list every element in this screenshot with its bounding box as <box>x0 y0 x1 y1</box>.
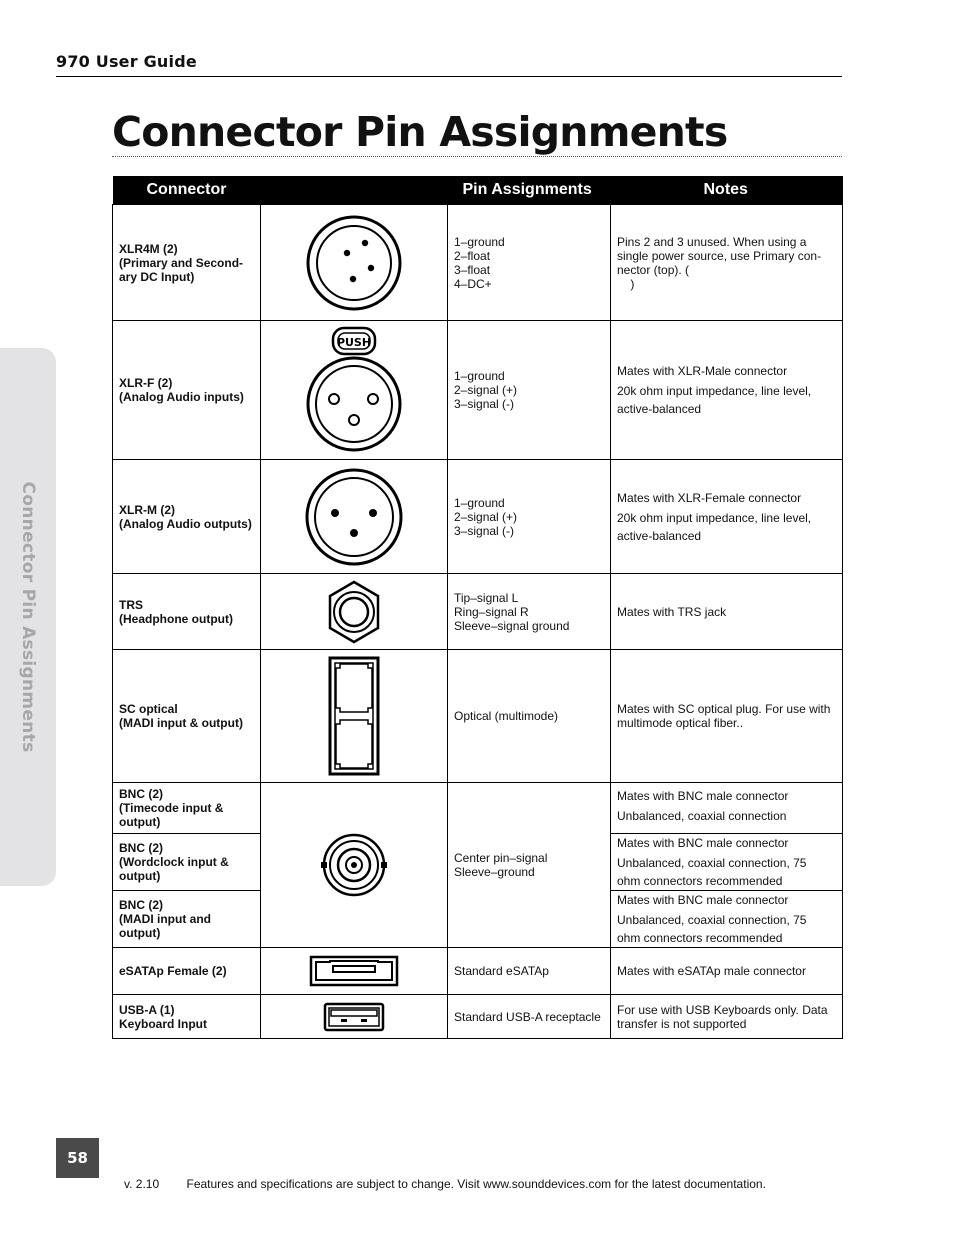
bnc-connector-icon <box>321 832 387 898</box>
table-row <box>113 948 843 995</box>
pin-line: Standard eSATAp <box>454 964 549 978</box>
pin-line: 2–signal (+) <box>454 383 518 397</box>
connector-image-cell <box>261 650 448 783</box>
notes-cell <box>611 995 843 1039</box>
notes-cell <box>611 891 843 948</box>
page-title: Connector Pin Assignments <box>112 108 728 156</box>
connector-image-cell <box>261 205 448 321</box>
notes-cell <box>611 834 843 891</box>
connector-cell <box>113 321 261 460</box>
xlr-male-connector-icon <box>304 467 404 567</box>
note-line: Unbalanced, coaxial connection <box>617 809 787 823</box>
connector-desc: output) <box>119 869 161 883</box>
connector-image-cell <box>261 783 448 948</box>
page-number: 58 <box>56 1138 99 1178</box>
connector-desc: Keyboard Input <box>119 1016 208 1031</box>
pin-line: Sleeve–ground <box>454 865 535 879</box>
notes-cell <box>611 574 843 650</box>
esatap-port-icon <box>309 955 399 987</box>
connector-desc: (Analog Audio outputs) <box>119 516 252 531</box>
pin-line: Sleeve–signal ground <box>454 618 570 633</box>
pins-cell <box>448 321 611 460</box>
connector-image-cell <box>261 995 448 1039</box>
pins-cell <box>448 650 611 783</box>
note-line: Mates with XLR-Male connector <box>617 364 788 378</box>
notes-cell <box>611 321 843 460</box>
connector-name: TRS <box>119 597 143 612</box>
connector-name: XLR-M (2) <box>119 502 175 517</box>
connector-desc: (Analog Audio inputs) <box>119 390 244 404</box>
pin-line: Center pin–signal <box>454 851 548 865</box>
note-line: ) <box>617 276 635 291</box>
note-line: transfer is not supported <box>617 1016 747 1031</box>
title-rule <box>112 156 842 157</box>
guide-title: 970 User Guide <box>56 52 197 71</box>
connector-name: BNC (2) <box>119 841 163 855</box>
push-label: PUSH <box>336 336 372 349</box>
note-line: active-balanced <box>617 528 702 543</box>
connector-image-cell <box>261 460 448 574</box>
table-row <box>113 650 843 783</box>
xlr-female-connector-icon <box>302 325 406 455</box>
connector-cell <box>113 205 261 321</box>
note-line: Mates with SC optical plug. For use with <box>617 702 831 716</box>
connector-desc: (Wordclock input & <box>119 855 229 869</box>
pins-cell <box>448 574 611 650</box>
note-line: Mates with eSATAp male connector <box>617 964 806 978</box>
connector-name: XLR-F (2) <box>119 376 173 390</box>
table-row <box>113 205 843 321</box>
connector-name: USB-A (1) <box>119 1002 175 1017</box>
pin-line: Optical (multimode) <box>454 709 559 723</box>
table-row <box>113 321 843 460</box>
connector-desc: (MADI input & output) <box>119 716 243 730</box>
connector-name: BNC (2) <box>119 898 163 912</box>
pin-assignments-table <box>112 176 843 1039</box>
connector-cell <box>113 574 261 650</box>
pin-line: 3–signal (-) <box>454 397 515 411</box>
notes-cell <box>611 650 843 783</box>
xlr4m-connector-icon <box>304 213 404 313</box>
pin-line: Tip–signal L <box>454 590 519 605</box>
connector-name: eSATAp Female (2) <box>119 964 227 978</box>
connector-cell <box>113 783 261 834</box>
connector-name: BNC (2) <box>119 787 163 801</box>
note-line: 20k ohm input impedance, line level, <box>617 384 812 398</box>
connector-cell <box>113 891 261 948</box>
pin-line: Standard USB-A receptacle <box>454 1009 601 1024</box>
notes-cell <box>611 460 843 574</box>
pin-line: 4–DC+ <box>454 276 492 291</box>
header-pins: Pin Assignments <box>448 176 611 205</box>
table-row <box>113 783 843 834</box>
pin-line: 3–signal (-) <box>454 523 515 538</box>
header-connector: Connector <box>113 176 448 205</box>
pins-cell <box>448 205 611 321</box>
table-header-row <box>113 176 843 205</box>
pin-line: 2–float <box>454 248 491 263</box>
footer <box>124 1177 766 1191</box>
connector-name: SC optical <box>119 702 178 716</box>
connector-image-cell <box>261 321 448 460</box>
note-line: Mates with BNC male connector <box>617 893 789 907</box>
connector-cell <box>113 650 261 783</box>
note-line: ohm connectors recommended <box>617 874 783 888</box>
notes-cell <box>611 948 843 995</box>
connector-image-cell <box>261 948 448 995</box>
connector-desc: ary DC Input) <box>119 269 195 284</box>
pins-cell <box>448 995 611 1039</box>
pin-line: 2–signal (+) <box>454 509 518 524</box>
pin-line: Ring–signal R <box>454 604 529 619</box>
note-line: nector (top). ( <box>617 262 690 277</box>
notes-cell <box>611 205 843 321</box>
pin-line: 1–ground <box>454 369 505 383</box>
disclaimer-text: Features and specifications are subject to change. Visit www.sounddevices.com for the latest documentation. <box>186 1177 766 1191</box>
connector-desc: (Primary and Second- <box>119 255 244 270</box>
note-line: multimode optical fiber.. <box>617 716 744 730</box>
version-label: v. 2.10 <box>124 1177 160 1191</box>
note-line: single power source, use Primary con- <box>617 248 822 263</box>
pins-cell <box>448 948 611 995</box>
connector-cell <box>113 834 261 891</box>
note-line: Mates with XLR-Female connector <box>617 490 802 505</box>
connector-name: XLR4M (2) <box>119 241 178 256</box>
header-rule <box>56 76 842 77</box>
table-row <box>113 460 843 574</box>
table-row <box>113 574 843 650</box>
pin-line: 1–ground <box>454 495 505 510</box>
connector-cell <box>113 948 261 995</box>
pins-cell <box>448 783 611 948</box>
connector-desc: (Timecode input & <box>119 801 224 815</box>
notes-cell <box>611 783 843 834</box>
connector-cell <box>113 460 261 574</box>
pin-line: 3–float <box>454 262 491 277</box>
pin-line: 1–ground <box>454 234 505 249</box>
note-line: ohm connectors recommended <box>617 931 783 945</box>
note-line: 20k ohm input impedance, line level, <box>617 510 812 525</box>
note-line: For use with USB Keyboards only. Data <box>617 1002 828 1017</box>
connector-image-cell <box>261 574 448 650</box>
usb-a-port-icon <box>323 1002 385 1032</box>
note-line: Mates with BNC male connector <box>617 789 789 803</box>
note-line: Unbalanced, coaxial connection, 75 <box>617 913 807 927</box>
connector-desc: output) <box>119 815 161 829</box>
sc-optical-connector-icon <box>328 656 380 776</box>
note-line: Unbalanced, coaxial connection, 75 <box>617 856 807 870</box>
connector-desc: (MADI input and <box>119 912 211 926</box>
note-line: Mates with BNC male connector <box>617 836 789 850</box>
side-tab-label: Connector Pin Assignments <box>18 481 38 753</box>
table-row <box>113 995 843 1039</box>
trs-jack-icon <box>324 580 384 644</box>
header-notes: Notes <box>611 176 843 205</box>
note-line: Pins 2 and 3 unused. When using a <box>617 234 807 249</box>
connector-desc: output) <box>119 926 161 940</box>
pins-cell <box>448 460 611 574</box>
connector-desc: (Headphone output) <box>119 611 233 626</box>
connector-cell <box>113 995 261 1039</box>
note-line: active-balanced <box>617 402 702 416</box>
note-line: Mates with TRS jack <box>617 604 727 619</box>
